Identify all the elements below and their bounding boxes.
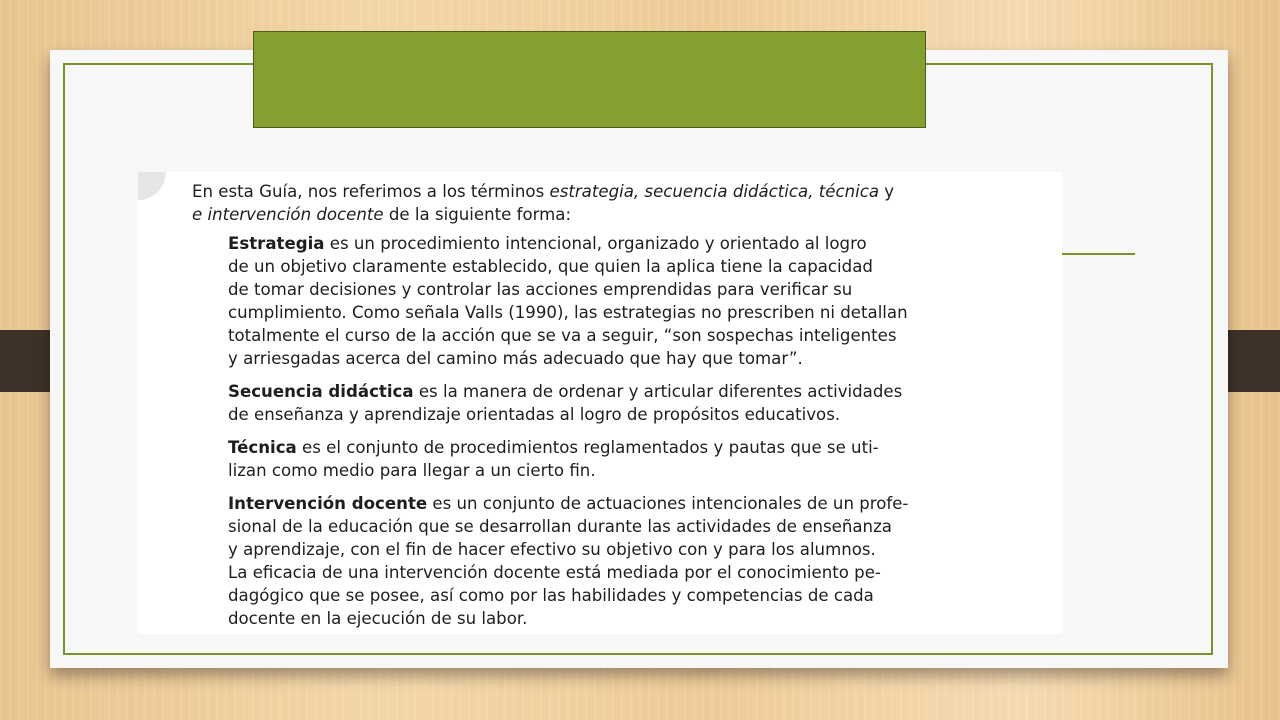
tecnica-line-2: lizan como medio para llegar a un cierto fin.	[228, 461, 596, 480]
intervencion-line-5: dagógico que se posee, así como por las habilidades y competencias de cada	[228, 586, 874, 605]
estrategia-line-1	[228, 232, 1062, 255]
tecnica-line-1	[228, 436, 1062, 459]
definition-text: es el conjunto de procedimientos reglamentados y pautas que se uti-	[296, 438, 879, 457]
intro-line-1	[192, 180, 1062, 203]
secuencia-line-1	[228, 380, 1062, 403]
definition-text: es un conjunto de actuaciones intencionales de un profe-	[427, 494, 909, 513]
accent-line	[1062, 253, 1135, 255]
secuencia-line-2: de enseñanza y aprendizaje orientadas al logro de propósitos educativos.	[228, 405, 841, 424]
intro-terms-italic: e intervención docente	[192, 205, 384, 224]
document-excerpt-image	[138, 172, 1062, 634]
term-tecnica: Técnica	[228, 438, 297, 457]
intervencion-line-1	[228, 492, 1062, 515]
estrategia-line-4: cumplimiento. Como señala Valls (1990), las estrategias no prescriben ni detallan	[228, 303, 908, 322]
definition-tecnica	[228, 436, 1062, 482]
intro-text: En esta Guía, nos referimos a los términos	[192, 182, 550, 201]
document-text	[192, 180, 1062, 634]
definition-estrategia	[228, 232, 1062, 370]
intro-text: de la siguiente forma:	[383, 205, 572, 224]
intro-terms-italic: estrategia, secuencia didáctica, técnica	[549, 182, 880, 201]
definition-text: es un procedimiento intencional, organizado y orientado al logro	[324, 234, 867, 253]
term-secuencia: Secuencia didáctica	[228, 382, 414, 401]
intro-text: y	[879, 182, 895, 201]
title-placeholder-box	[253, 31, 926, 128]
estrategia-line-6: y arriesgadas acerca del camino más adecuado que hay que tomar”.	[228, 349, 803, 368]
intervencion-line-3: y aprendizaje, con el fin de hacer efectivo su objetivo con y para los alumnos.	[228, 540, 876, 559]
definition-secuencia	[228, 380, 1062, 426]
estrategia-line-5: totalmente el curso de la acción que se va a seguir, “son sospechas inteligentes	[228, 326, 897, 345]
intro-line-2	[192, 203, 1062, 226]
intervencion-line-4: La eficacia de una intervención docente está mediada por el conocimiento pe-	[228, 563, 881, 582]
estrategia-line-3: de tomar decisiones y controlar las acciones emprendidas para verificar su	[228, 280, 853, 299]
intervencion-line-2: sional de la educación que se desarrollan durante las actividades de enseñanza	[228, 517, 892, 536]
term-estrategia: Estrategia	[228, 234, 325, 253]
term-intervencion: Intervención docente	[228, 494, 428, 513]
intro-paragraph	[192, 180, 1062, 226]
estrategia-line-2: de un objetivo claramente establecido, que quien la aplica tiene la capacidad	[228, 257, 873, 276]
intervencion-line-6: docente en la ejecución de su labor.	[228, 609, 528, 628]
definition-text: es la manera de ordenar y articular diferentes actividades	[413, 382, 903, 401]
definition-intervencion	[228, 492, 1062, 630]
